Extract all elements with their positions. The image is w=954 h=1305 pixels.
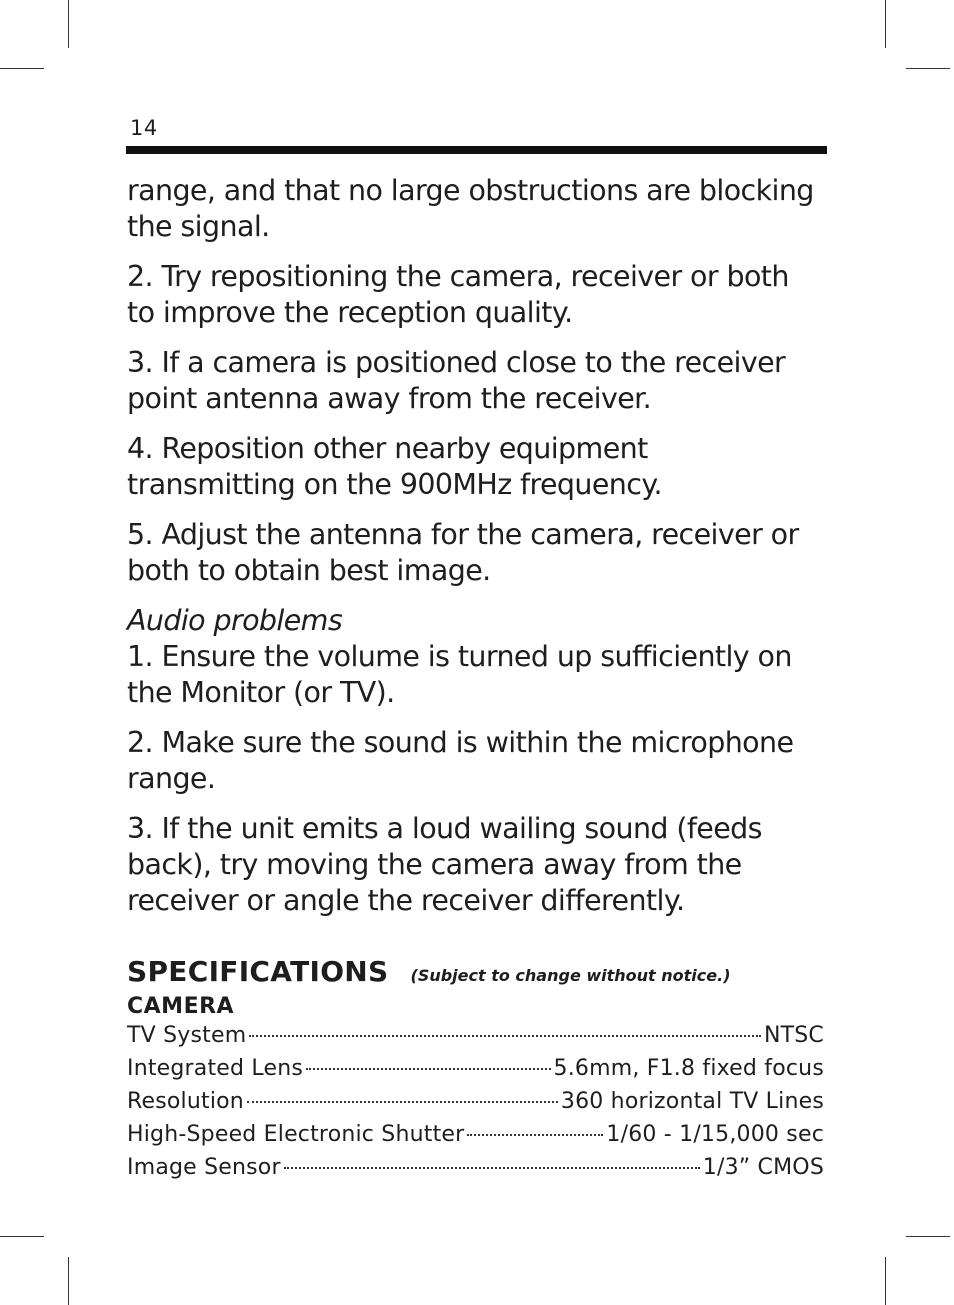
specifications-section xyxy=(127,955,824,1188)
crop-mark xyxy=(885,1257,886,1305)
spec-value: 5.6mm, F1.8 fixed focus xyxy=(553,1056,824,1081)
crop-mark xyxy=(0,68,44,69)
specifications-title: SPECIFICATIONS xyxy=(127,955,389,988)
specifications-note: (Subject to change without notice.) xyxy=(410,966,731,985)
spec-label: High-Speed Electronic Shutter xyxy=(127,1122,465,1147)
crop-mark xyxy=(68,0,69,48)
spec-row xyxy=(127,1056,824,1089)
spec-label: Image Sensor xyxy=(127,1155,281,1180)
dot-leader xyxy=(306,1068,551,1070)
crop-mark xyxy=(885,0,886,48)
specifications-header xyxy=(127,955,824,988)
page-number: 14 xyxy=(130,116,158,140)
header-rule xyxy=(126,146,827,154)
troubleshooting-text xyxy=(127,173,817,933)
spec-row xyxy=(127,1122,824,1155)
paragraph: 5. Adjust the antenna for the camera, receiver or both to obtain best image. xyxy=(127,518,799,587)
camera-heading: CAMERA xyxy=(127,994,235,1019)
paragraph: range, and that no large obstructions are blocking the signal. xyxy=(127,174,814,243)
spec-value: 1/3” CMOS xyxy=(702,1155,824,1180)
paragraph: 2. Try repositioning the camera, receiver or both to improve the reception quality. xyxy=(127,260,789,329)
spec-value: 360 horizontal TV Lines xyxy=(560,1089,824,1114)
paragraph: 2. Make sure the sound is within the microphone range. xyxy=(127,726,794,795)
paragraph: 3. If a camera is positioned close to the receiver point antenna away from the receiver. xyxy=(127,346,786,415)
dot-leader xyxy=(247,1101,558,1103)
dot-leader xyxy=(249,1035,761,1037)
paragraph: 4. Reposition other nearby equipment transmitting on the 900MHz frequency. xyxy=(127,432,662,501)
crop-mark xyxy=(68,1257,69,1305)
crop-mark xyxy=(906,1236,950,1237)
dot-leader xyxy=(284,1167,700,1169)
dot-leader xyxy=(467,1134,603,1136)
paragraph: 3. If the unit emits a loud wailing sound (feeds back), try moving the camera away from the receiver or angle the receiver differently. xyxy=(127,812,762,917)
spec-value: 1/60 - 1/15,000 sec xyxy=(606,1122,824,1147)
spec-row xyxy=(127,1155,824,1188)
spec-label: Resolution xyxy=(127,1089,244,1114)
crop-mark xyxy=(906,68,950,69)
crop-mark xyxy=(0,1236,44,1237)
paragraph: 1. Ensure the volume is turned up sufficiently on the Monitor (or TV). xyxy=(127,640,792,709)
spec-label: TV System xyxy=(127,1023,247,1048)
spec-row xyxy=(127,1089,824,1122)
spec-row xyxy=(127,1023,824,1056)
spec-label: Integrated Lens xyxy=(127,1056,304,1081)
audio-problems-heading: Audio problems xyxy=(127,604,343,637)
spec-value: NTSC xyxy=(763,1023,824,1048)
